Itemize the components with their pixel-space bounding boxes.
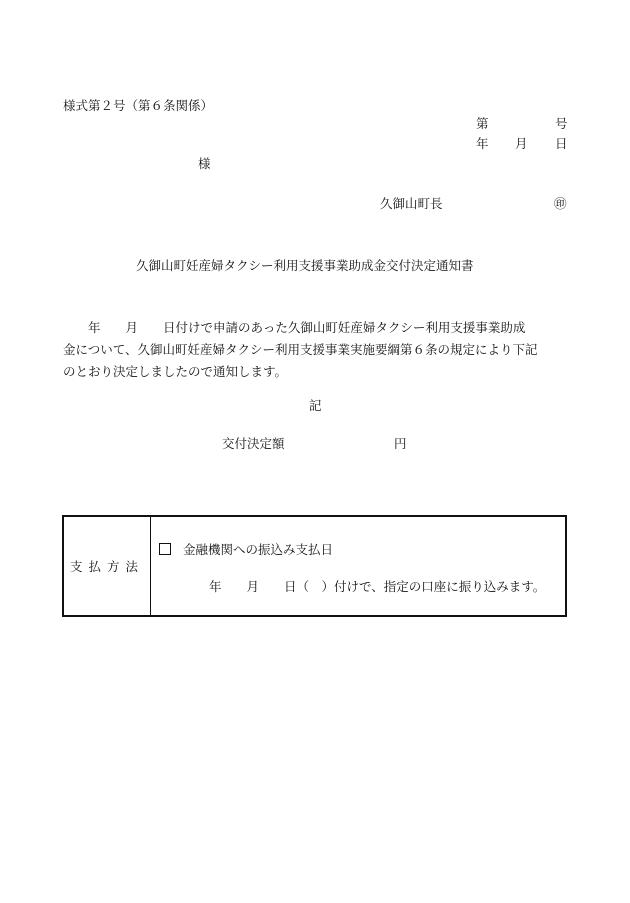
record-heading: 記	[309, 398, 322, 413]
date-year: 年	[476, 136, 489, 151]
number-prefix: 第	[476, 116, 489, 131]
date-day: 日	[555, 136, 568, 151]
document-title: 久御山町妊産婦タクシー利用支援事業助成金交付決定通知書	[136, 258, 474, 273]
issuer-title: 久御山町長	[380, 196, 443, 211]
payment-method-content	[151, 516, 567, 616]
body-paragraph	[63, 317, 568, 383]
payment-table	[62, 515, 567, 617]
amount-currency: 円	[394, 436, 407, 451]
date-month: 月	[515, 136, 528, 151]
seal-mark: ㊞	[554, 196, 567, 211]
recipient-honorific: 様	[198, 156, 211, 171]
number-suffix: 号	[555, 116, 568, 131]
bank-transfer-checkbox[interactable]	[159, 543, 171, 555]
body-line-2: 金について、久御山町妊産婦タクシー利用支援事業実施要綱第６条の規定により下記	[63, 342, 538, 357]
body-line-1: 年 月 日付けで申請のあった久御山町妊産婦タクシー利用支援事業助成	[88, 320, 526, 335]
bank-transfer-option: 金融機関への振込み支払日	[183, 542, 334, 557]
transfer-date-text: 年 月 日（ ）付けで、指定の口座に振り込みます。	[209, 579, 546, 594]
payment-method-label: 支払方法	[63, 516, 151, 616]
form-label: 様式第２号（第６条関係）	[63, 98, 214, 113]
amount-label: 交付決定額	[222, 436, 285, 451]
body-line-3: のとおり決定しましたので通知します。	[63, 364, 288, 379]
